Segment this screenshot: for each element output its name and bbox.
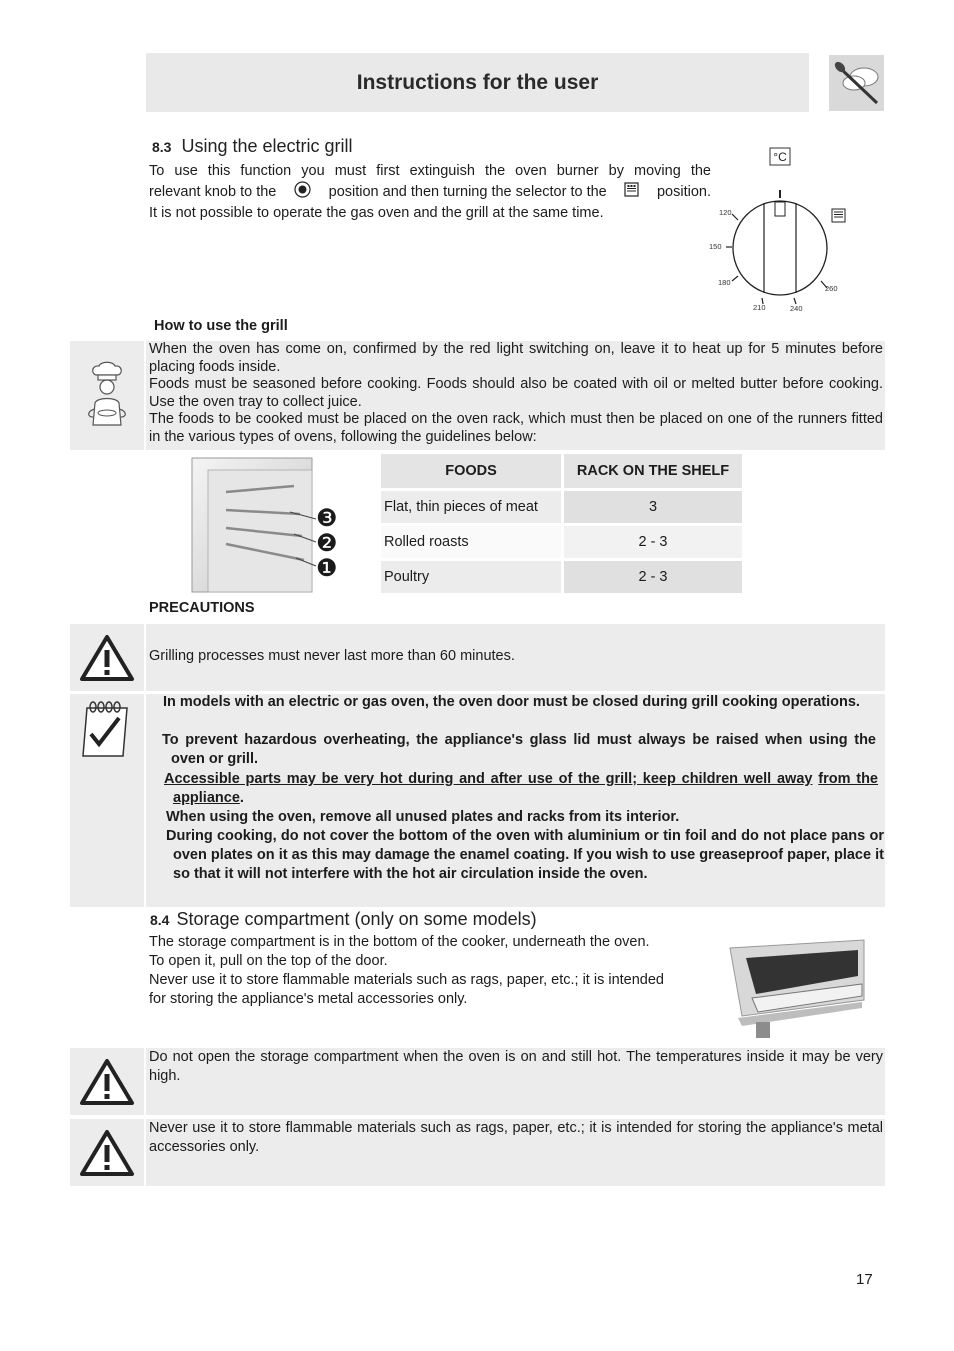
table-row <box>381 561 742 593</box>
warning-triangle-icon <box>79 1058 135 1106</box>
table-cell-food: Flat, thin pieces of meat <box>381 491 561 523</box>
note-text-2: To prevent hazardous overheating, the appliance's glass lid must always be raised when using the oven or grill. <box>162 732 876 768</box>
warning-triangle-icon <box>79 634 135 682</box>
warning-icon-cell-2 <box>70 1048 144 1115</box>
chef-spoon-icon <box>829 55 884 111</box>
header-band <box>146 53 809 112</box>
rack-number-3: ❸ <box>316 505 338 532</box>
note-text-4: When using the oven, remove all unused plates and racks from its interior. <box>166 809 680 825</box>
warning-text-cell-1 <box>146 624 885 691</box>
selector-dial-diagram <box>700 140 860 320</box>
dial-unit-label: °C <box>773 150 787 164</box>
warning-text-1: Grilling processes must never last more than 60 minutes. <box>149 648 515 664</box>
rack-numbers <box>316 506 338 581</box>
dial-label-120: 120 <box>719 208 732 217</box>
intro-line-2-b: position and then turning the selector to the <box>328 184 607 200</box>
table-cell-rack: 2 - 3 <box>564 561 742 593</box>
warning-triangle-icon <box>79 1129 135 1177</box>
rack-table <box>378 451 745 596</box>
table-row <box>381 526 742 558</box>
section-title-text: Using the electric grill <box>181 136 353 156</box>
page-number: 17 <box>856 1271 873 1288</box>
warning-icon-cell-3 <box>70 1119 144 1186</box>
table-header-row <box>381 454 742 488</box>
note-paragraph-5 <box>166 827 884 885</box>
table-header-rack: RACK ON THE SHELF <box>564 454 742 488</box>
chef-icon <box>81 361 133 431</box>
warning-icon-cell-1 <box>70 624 144 691</box>
chef-icon-cell <box>70 341 144 450</box>
intro-line-3: It is not possible to operate the gas oven and the grill at the same time. <box>149 205 604 221</box>
table-row <box>381 491 742 523</box>
warning-text-cell-2 <box>146 1048 885 1115</box>
table-cell-food: Rolled roasts <box>381 526 561 558</box>
section-8-3-title <box>152 136 353 157</box>
how-to-text-cell <box>146 341 885 450</box>
section-8-3-intro <box>149 162 711 223</box>
how-to-text: When the oven has come on, confirmed by the red light switching on, leave it to heat up for 5 minutes before placing foods inside. Foods must be seasoned before cooking. Foods should also be coated with oil or melted butter before cooking. Use the oven tray to collect juice. The foods to be cooked must be placed on the oven rack, which must then be placed on one of the runners fitted in the various types of ovens, following the guidelines below: <box>149 341 883 445</box>
note-paragraph-1 <box>163 693 877 712</box>
note-paragraph-2 <box>162 731 876 769</box>
precautions-heading: PRECAUTIONS <box>149 600 255 616</box>
note-text-3c: . <box>239 790 244 807</box>
storage-line-1: The storage compartment is in the bottom of the cooker, underneath the oven. <box>149 934 650 950</box>
section-number: 8.4 <box>150 912 170 928</box>
storage-line-2: To open it, pull on the top of the door. <box>149 953 388 969</box>
warning-text-cell-3 <box>146 1119 885 1186</box>
section-8-4-title <box>150 909 537 930</box>
intro-line-2-c: position. <box>656 184 711 200</box>
storage-line-4: for storing the appliance's metal accessories only. <box>149 991 468 1007</box>
storage-line-3: Never use it to store flammable materials such as rags, paper, etc.; it is intended <box>149 972 664 988</box>
rack-number-2: ❷ <box>316 530 338 557</box>
section-8-4-intro <box>149 933 714 1009</box>
dial-label-240: 240 <box>790 304 803 313</box>
note-text-3b: from the appliance <box>173 771 878 807</box>
note-text-3a: Accessible parts may be very hot during and after use of the grill; keep children well away <box>164 771 813 787</box>
dial-label-150: 150 <box>709 242 722 251</box>
storage-compartment-illustration <box>716 938 866 1040</box>
note-text-cell <box>146 694 885 907</box>
note-text-5: During cooking, do not cover the bottom of the oven with aluminium or tin foil and do not place pans or oven plates on it as this may damage the enamel coating. If you wish to use greaseproof paper, place it so that it will not interfere with the hot air circulation inside the oven. <box>166 828 884 883</box>
note-paragraph-3 <box>164 770 878 808</box>
grill-icon <box>624 182 639 203</box>
intro-line-2-a: relevant knob to the <box>149 184 277 200</box>
dial-grill-icon <box>832 209 845 222</box>
rack-number-1: ❶ <box>316 555 338 582</box>
table-cell-rack: 2 - 3 <box>564 526 742 558</box>
how-to-heading: How to use the grill <box>154 318 288 334</box>
dial-label-180: 180 <box>718 278 731 287</box>
intro-line-1: To use this function you must first extinguish the oven burner by moving the <box>149 163 711 179</box>
notepad-check-icon <box>79 698 135 762</box>
warning-text-3: Never use it to store flammable materials such as rags, paper, etc.; it is intended for storing the appliance's metal accessories only. <box>149 1120 883 1155</box>
page-title: Instructions for the user <box>356 70 599 94</box>
intro-line-2 <box>149 181 711 204</box>
section-title-text: Storage compartment (only on some models) <box>176 909 537 929</box>
table-header-foods: FOODS <box>381 454 561 488</box>
dial-label-210: 210 <box>753 303 766 312</box>
knob-off-icon <box>294 181 311 204</box>
table-cell-food: Poultry <box>381 561 561 593</box>
warning-text-2: Do not open the storage compartment when the oven is on and still hot. The temperatures inside it may be very high. <box>149 1049 883 1084</box>
note-icon-cell <box>70 694 144 907</box>
dial-label-260: 260 <box>825 284 838 293</box>
note-text-1: In models with an electric or gas oven, the oven door must be closed during grill cooking operations. <box>163 694 860 710</box>
table-cell-rack: 3 <box>564 491 742 523</box>
section-number: 8.3 <box>152 139 172 155</box>
